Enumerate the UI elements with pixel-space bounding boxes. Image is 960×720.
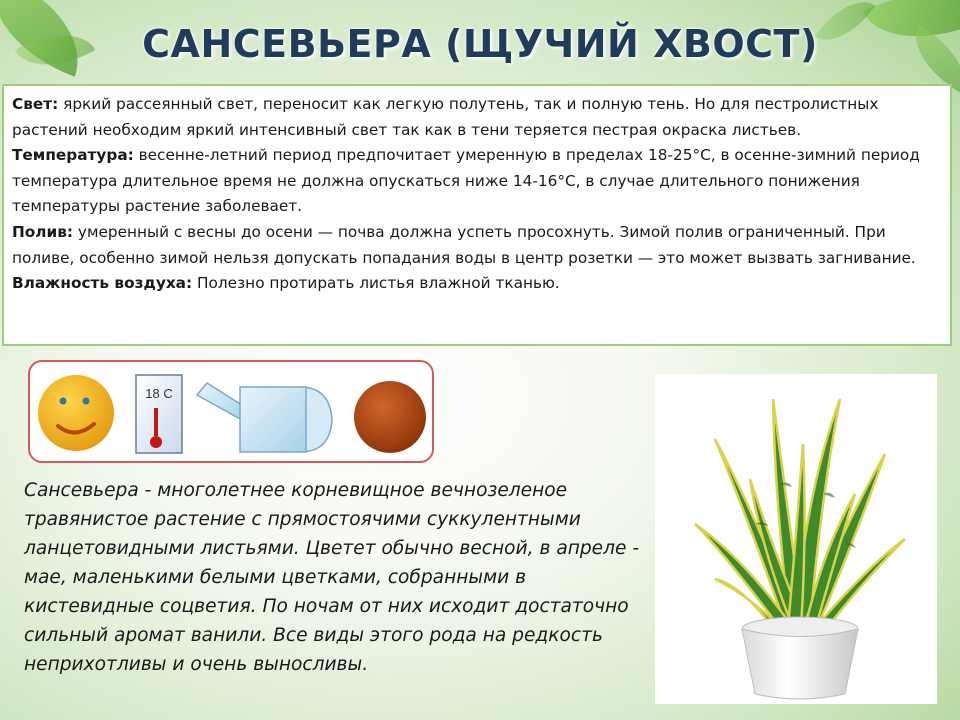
thermometer-label: 18 С (145, 386, 173, 401)
care-text: весенне-летний период предпочитает умеренную в пределах 18-25°С, в осенне-зимний период температура длительное время не должна опускаться ниже 14-16°С, в случае длительного понижения температуры растение заболевает. (12, 146, 920, 216)
plant-photo (655, 374, 937, 704)
care-info-box (2, 84, 952, 346)
plant-description: Сансевьера - многолетнее корневищное вечнозеленое травянистое растение с прямостоячими суккулентными ланцетовидными листьями. Цветет обычно весной, в апреле - мае, маленькими белыми цветками, собранными в кистевидные соцветия. По ночам от них исходит достаточно сильный аромат ванили. Все виды этого рода на редкость неприхотливы и очень выносливы. (24, 480, 640, 675)
care-icons-panel (28, 360, 434, 463)
care-humidity (12, 271, 942, 297)
soil-ball-icon (354, 381, 426, 453)
care-text: Полезно протирать листья влажной тканью. (192, 274, 560, 293)
care-light (12, 92, 942, 143)
care-text: умеренный с весны до осени — почва должна успеть просохнуть. Зимой полив ограниченный. При поливе, особенно зимой нельзя допускать попадания воды в центр розетки — это может вызвать загнивание. (12, 222, 916, 267)
page-title: САНСЕВЬЕРА (ЩУЧИЙ ХВОСТ) (142, 22, 818, 66)
sun-face-icon (38, 375, 114, 451)
care-label: Влажность воздуха: (12, 274, 193, 293)
care-label: Свет: (12, 95, 59, 113)
care-watering (12, 220, 942, 271)
care-icons-svg (30, 362, 432, 461)
sansevieria-illustration (655, 374, 937, 704)
care-temperature (12, 143, 942, 220)
watering-can-icon (197, 383, 332, 452)
care-label: Температура: (12, 146, 134, 165)
thermometer-icon (136, 375, 182, 453)
care-label: Полив: (12, 222, 74, 241)
care-text: яркий рассеянный свет, переносит как легкую полутень, так и полную тень. Но для пестролистных растений необходим яркий интенсивный свет так как в тени теряется пестрая окраска листьев. (12, 95, 879, 139)
